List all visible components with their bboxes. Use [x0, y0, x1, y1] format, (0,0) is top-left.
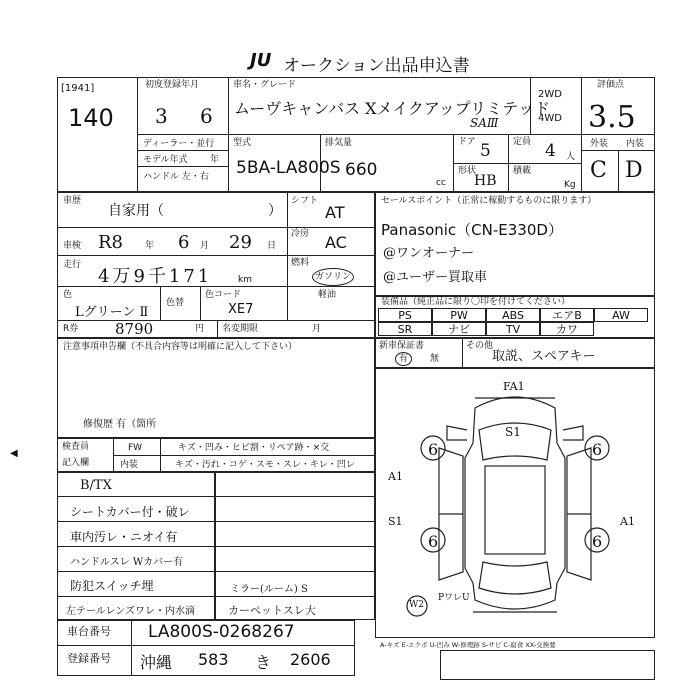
capacity-unit: 人	[566, 152, 576, 162]
equipment-label: 装備品（純正品に限り〇印を付けてください）	[381, 297, 571, 307]
header-logo: JU	[250, 50, 272, 71]
stamp-box	[440, 650, 655, 680]
mark-bottom-2: W2	[409, 600, 424, 610]
meigi-unit: 月	[312, 324, 322, 334]
car-name-sub: SAⅢ	[470, 116, 499, 130]
sales-label: セールスポイント（正常に稼動するものに限ります）	[381, 196, 597, 206]
shaken-day-unit: 日	[267, 241, 277, 251]
exterior-label: 外装	[590, 139, 609, 149]
equipment-item: AW	[594, 308, 648, 322]
manual-yes: 有	[395, 352, 412, 366]
mark-s1-left: S1	[388, 515, 403, 528]
displacement-label: 排気量	[325, 138, 353, 148]
diagram-legend: A-キズ E-エクボ U-凹み W-修理跡 S-サビ C-腐食 XX-交換要	[380, 641, 556, 649]
tire-front-left: 6	[428, 440, 439, 459]
usage-close-paren: ）	[268, 203, 282, 219]
note-2: シートカバー付・破レ	[70, 505, 190, 519]
mileage-unit: km	[238, 275, 252, 285]
ac-value: AC	[325, 233, 347, 252]
load-label: 積載	[513, 166, 532, 176]
equipment-item: TV	[486, 322, 540, 336]
handle-label: ハンドル 左・右	[143, 172, 209, 182]
car-name-label: 車名・グレード	[233, 80, 297, 90]
shaken-month: 6	[178, 232, 190, 253]
equipment-item: PS	[378, 308, 432, 322]
recycle-value: 8790	[115, 320, 154, 338]
shaken-label: 車検	[63, 241, 82, 251]
wd4-label: 4WD	[538, 113, 562, 124]
equipment-item: PW	[432, 308, 486, 322]
equipment-item: SR	[378, 322, 432, 336]
shaken-era: R8	[98, 232, 124, 253]
interior-label: 内装	[626, 139, 645, 149]
model-year-label: モデル年式	[143, 155, 188, 165]
score-value: 3.5	[588, 100, 636, 135]
other-label: その他	[466, 341, 494, 351]
note-6: 左テールレンズワレ・内水滴	[66, 606, 195, 617]
shape-value: HB	[474, 173, 497, 189]
manual-label: 新車保証書	[379, 341, 425, 351]
fw-items: キズ・凹み・ヒビ割・リペア跡・×交	[178, 443, 330, 453]
score-label: 評価点	[597, 80, 625, 90]
plate-kana: き	[255, 653, 272, 672]
model-code: 5BA-LA800S	[236, 158, 341, 178]
equipment-item: ナビ	[432, 322, 486, 336]
lot-code: [1941]	[61, 83, 95, 94]
note-8: カーペットスレ大	[228, 604, 316, 617]
color-code: XE7	[228, 302, 254, 317]
shaken-month-unit: 月	[200, 241, 210, 251]
shift-value: AT	[325, 203, 345, 222]
usage-label: 車歴	[63, 196, 82, 206]
capacity-value: 4	[545, 141, 556, 161]
color-code-label: 色コード	[205, 290, 242, 300]
shift-label: シフト	[291, 196, 319, 206]
displacement: 660	[345, 160, 378, 180]
fw-label: FW	[128, 443, 143, 453]
other-value: 取説、スペアキー	[492, 349, 596, 364]
shaken-day: 29	[229, 232, 252, 253]
fuel-value: ガソリン	[312, 268, 354, 286]
tire-front-right: 6	[592, 440, 603, 459]
mileage-label: 走行	[63, 260, 82, 270]
plate-number: 2606	[290, 650, 331, 669]
fuel-label: 燃料	[291, 258, 310, 268]
wd2-label: 2WD	[538, 89, 562, 100]
ac-label: 冷房	[291, 229, 310, 239]
color-label: 色	[63, 290, 73, 300]
meigi-label: 名変期限	[222, 324, 259, 334]
sales-line-2: @ワンオーナー	[383, 246, 475, 261]
recycle-unit: 円	[195, 324, 205, 334]
exterior-grade: C	[590, 158, 607, 183]
chassis-label: 車台番号	[67, 625, 111, 638]
usage-value: 自家用（	[108, 203, 164, 219]
header-title: オークション出品申込書	[283, 56, 470, 76]
model-year-unit: 年	[210, 155, 220, 165]
mileage-value: 4万9千171	[98, 266, 213, 287]
notes-label: 注意事項申告欄（不具合内容等は明確に記入して下さい）	[63, 342, 298, 352]
tire-rear-left: 6	[428, 532, 439, 551]
note-5: 防犯スイッチ埋	[70, 579, 154, 593]
color-value: Lグリーン Ⅱ	[75, 305, 149, 320]
entry-label: 記入欄	[62, 458, 90, 468]
color-no-label: 色替	[166, 298, 185, 308]
shape-label: 形状	[458, 166, 477, 176]
car-name: ムーヴキャンバス Xメイクアップリミテッド	[234, 99, 551, 118]
mark-front: FA1	[503, 380, 525, 393]
tire-rear-right: 6	[592, 532, 603, 551]
shaken-year-unit: 年	[145, 241, 155, 251]
lot-number: 140	[68, 104, 114, 132]
car-diagram	[375, 368, 655, 638]
note-4: ハンドルスレ Wカバー有	[70, 557, 184, 568]
note-7: ミラー(ルーム) S	[230, 584, 308, 595]
note-3: 車内汚レ・ニオイ有	[70, 530, 178, 544]
equipment-item: カワ	[540, 322, 594, 336]
recycle-label: R券	[63, 324, 79, 334]
first-reg-year: 3	[155, 104, 168, 128]
inspector-label: 検査員	[62, 442, 90, 452]
equipment-item: ABS	[486, 308, 540, 322]
manual-no: 無	[430, 354, 440, 364]
interior-grade: D	[625, 158, 643, 183]
cc-unit: cc	[436, 178, 446, 188]
sales-line-1: Panasonic（CN-E330D）	[381, 221, 563, 239]
sales-line-3: @ユーザー買取車	[383, 270, 488, 285]
mark-a1-left: A1	[388, 470, 403, 483]
capacity-label: 定員	[513, 137, 532, 147]
plate-label: 登録番号	[67, 652, 111, 665]
chassis-number: LA800S-0268267	[148, 622, 295, 642]
plate-class: 583	[198, 650, 229, 669]
fuel-alt: 軽油	[318, 290, 337, 300]
plate-area: 沖縄	[140, 653, 173, 672]
first-reg-month: 6	[200, 104, 213, 128]
interior-check-label: 内装	[120, 460, 139, 470]
dealer-label: ディーラー・並行	[143, 139, 215, 149]
page-edge-marker: ◀	[10, 448, 18, 459]
doors-value: 5	[480, 141, 491, 161]
mark-bottom: PワレU	[438, 593, 470, 603]
equipment-item: エアB	[540, 308, 594, 322]
repair-history: 修復歴 有（箇所	[83, 419, 157, 430]
doors-label: ドア	[458, 137, 476, 147]
note-1: B/TX	[80, 478, 112, 493]
load-unit: Kg	[564, 180, 576, 190]
mark-a1-right: A1	[620, 515, 635, 528]
mark-s1-top: S1	[505, 425, 521, 439]
first-reg-label: 初度登録年月	[145, 80, 200, 90]
model-code-label: 型式	[233, 138, 252, 148]
interior-check-items: キズ・汚れ・コゲ・スモ・スレ・キレ・凹レ	[175, 460, 355, 470]
